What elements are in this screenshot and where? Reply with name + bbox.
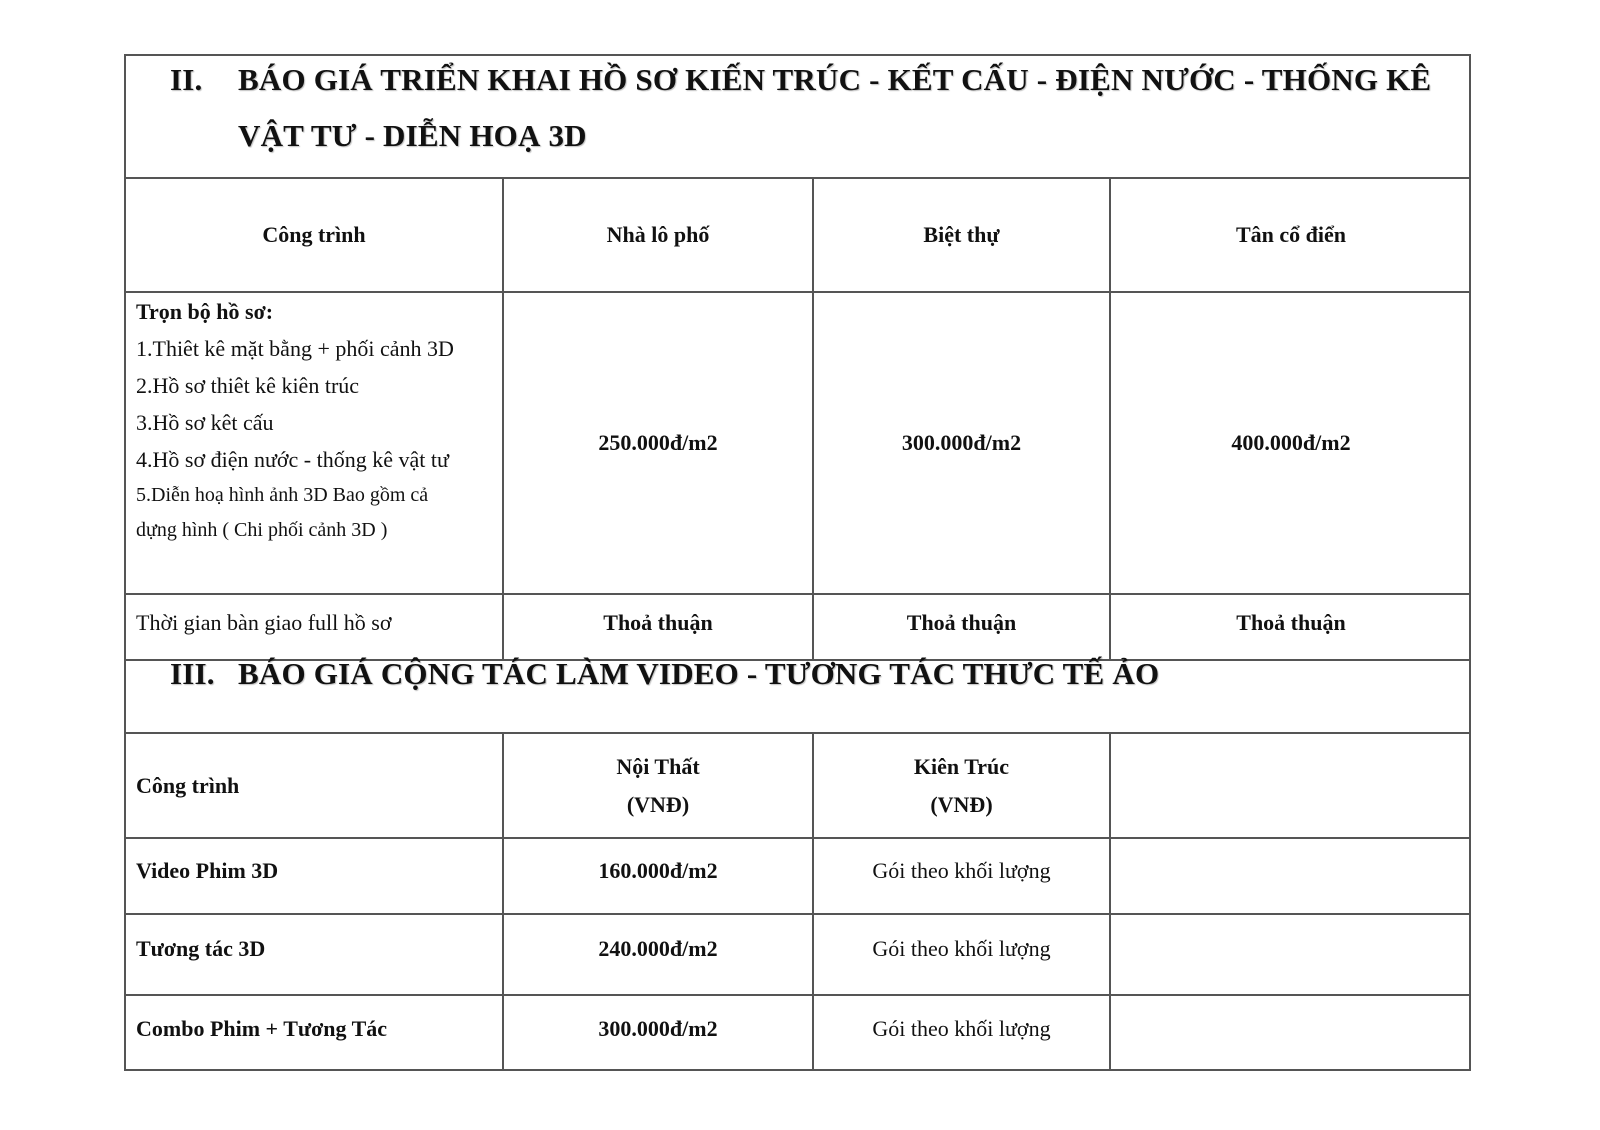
price-nha-lo-pho: 250.000đ/m2 xyxy=(598,430,718,455)
package-item: 2.Hồ sơ thiêt kê kiên trúc xyxy=(136,373,360,398)
price-biet-thu: 300.000đ/m2 xyxy=(901,430,1022,455)
video-header-kien-truc-unit: (VNĐ) xyxy=(930,791,993,817)
header-nha-lo-pho: Nhà lô phố xyxy=(606,222,710,247)
section-2-title-line1: BÁO GIÁ TRIỂN KHAI HỒ SƠ KIẾN TRÚC - KẾT CẤU - ĐIỆN NƯỚC - THỐNG KÊ xyxy=(238,62,1432,97)
video-header-kien-truc-label: Kiên Trúc xyxy=(913,753,1010,779)
section-2-number: II. xyxy=(170,62,203,97)
section-3-title: BÁO GIÁ CỘNG TÁC LÀM VIDEO - TƯƠNG TÁC THƯC TẾ ẢO xyxy=(238,656,1160,691)
video-row-name: Video Phim 3D xyxy=(136,858,279,883)
package-item: 4.Hồ sơ điện nước - thống kê vật tư xyxy=(136,447,449,472)
video-row-architecture: Gói theo khối lượng xyxy=(872,936,1051,961)
package-description xyxy=(126,293,502,593)
package-item: 5.Diễn hoạ hình ảnh 3D Bao gồm cả xyxy=(136,484,429,506)
video-row-architecture: Gói theo khối lượng xyxy=(872,858,1051,883)
delivery-nha-lo-pho: Thoả thuận xyxy=(603,610,713,635)
package-title: Trọn bộ hồ sơ: xyxy=(136,299,274,324)
video-row-interior: 300.000đ/m2 xyxy=(598,1016,718,1041)
divider xyxy=(1109,732,1111,1071)
package-item: 1.Thiêt kê mặt bằng + phối cảnh 3D xyxy=(136,336,454,361)
video-row-interior: 160.000đ/m2 xyxy=(598,858,718,883)
delivery-tan-co-dien: Thoả thuận xyxy=(1236,610,1346,635)
video-row-interior: 240.000đ/m2 xyxy=(598,936,718,961)
header-biet-thu: Biệt thự xyxy=(923,222,1000,247)
video-header-cong-trinh: Công trình xyxy=(136,772,240,798)
section-3-number: III. xyxy=(170,656,215,691)
section-2-title-line2: VẬT TƯ - DIỄN HOẠ 3D xyxy=(238,118,587,153)
video-row-name: Tương tác 3D xyxy=(136,936,266,961)
price-table-frame xyxy=(124,54,1471,1071)
price-tan-co-dien: 400.000đ/m2 xyxy=(1231,430,1351,455)
video-header-noi-that-unit: (VNĐ) xyxy=(626,791,690,817)
package-item: dựng hình ( Chi phối cảnh 3D ) xyxy=(136,519,388,541)
package-item: 3.Hồ sơ kêt cấu xyxy=(136,410,274,435)
video-header-noi-that-label: Nội Thất xyxy=(616,753,700,779)
video-header-noi-that xyxy=(504,734,812,837)
video-row-architecture: Gói theo khối lượng xyxy=(872,1016,1051,1041)
delivery-label: Thời gian bàn giao full hồ sơ xyxy=(136,610,392,635)
video-header-kien-truc xyxy=(814,734,1109,837)
delivery-biet-thu: Thoả thuận xyxy=(906,610,1017,635)
header-cong-trinh: Công trình xyxy=(262,222,366,247)
header-tan-co-dien: Tân cổ điển xyxy=(1235,222,1347,247)
video-row-name: Combo Phim + Tương Tác xyxy=(136,1016,388,1041)
